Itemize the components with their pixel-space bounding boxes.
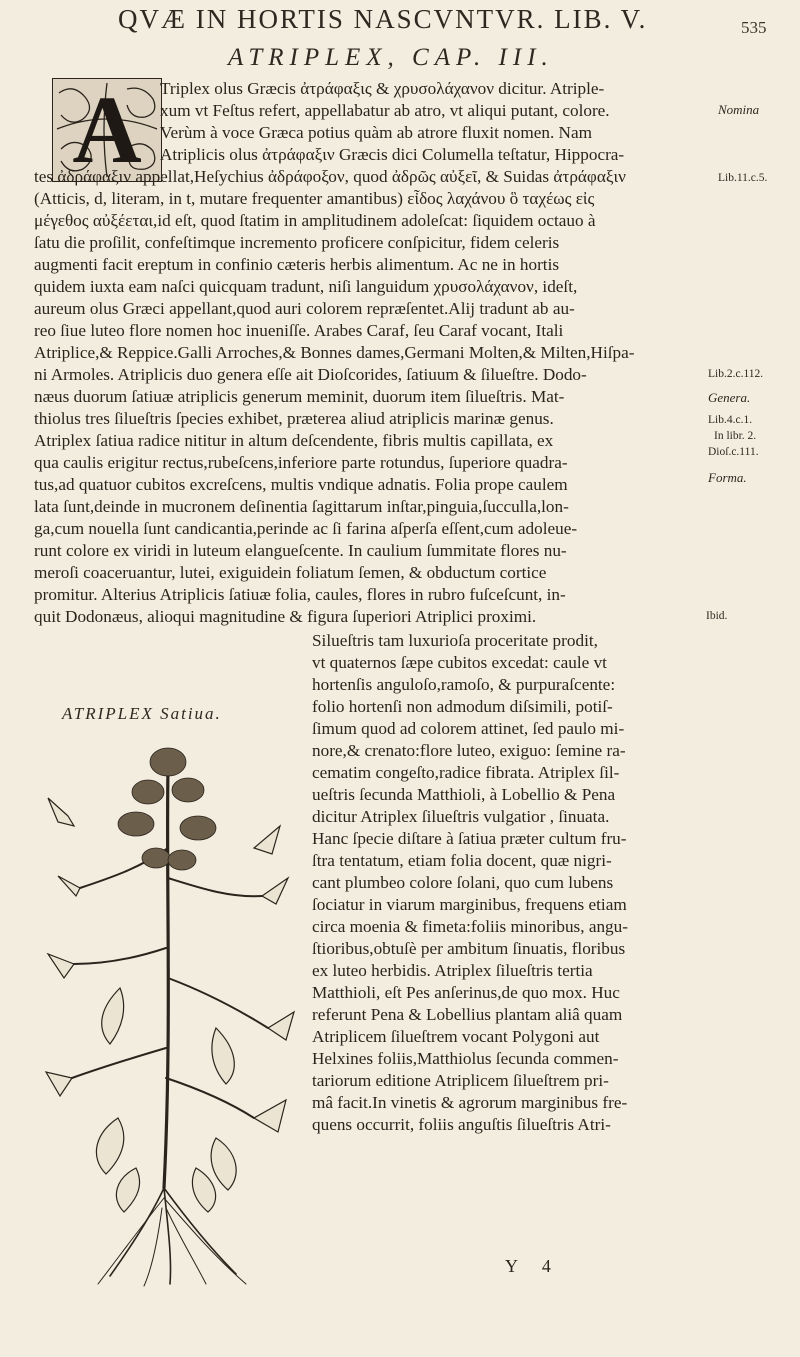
text-line: cematim congeſto,radice fibrata. Atriplex ſil- (312, 763, 620, 782)
text-line: nore,& crenato:flore luteo, exiguo: ſemine ra- (312, 741, 626, 760)
text-line: folio hortenſi non admodum diſsimili, potiſ- (312, 697, 613, 716)
text-line: Triplex olus Græcis ἀτράφαξις & χρυσολάχανον dicitur. Atriple- (160, 79, 605, 98)
text-line: Helxines foliis,Matthiolus ſecunda commen- (312, 1049, 619, 1068)
text-line: xum vt Feſtus refert, appellabatur ab atro, vt aliqui putant, colore. (160, 101, 610, 120)
marginal-note: Genera. (708, 390, 751, 405)
text-line: ſtra tentatum, etiam folia docent, quæ nigri- (312, 851, 612, 870)
marginal-note: Dioſ.c.111. (708, 446, 759, 458)
atriplex-woodcut-illustration (40, 728, 302, 1288)
text-line: meroſi coaceruantur, lutei, exiguidein foliatum ſemen, & obductum cortice (34, 563, 547, 582)
text-line: næus duorum ſatiuæ atriplicis generum meminit, duorum item ſilueſtris. Mat- (34, 387, 565, 406)
text-line: qua caulis erigitur rectus,rubeſcens,inferiore parte rotundus, ſuperiore quadra- (34, 453, 568, 472)
text-line: mâ facit.In vinetis & agrorum marginibus fre- (312, 1093, 628, 1112)
chapter-title: ATRIPLEX, CAP. III. (228, 44, 554, 71)
text-line: promitur. Alterius Atriplicis ſatiuæ folia, caules, flores in rubro fuſceſcunt, in- (34, 585, 566, 604)
text-line: ſociatur in viarum marginibus, frequens etiam (312, 895, 627, 914)
text-line: ſimum quod ad colorem attinet, ſed paulo mi- (312, 719, 625, 738)
text-line: thiolus tres ſilueſtris ſpecies exhibet, præterea aliud atriplicis marinæ genus. (34, 409, 554, 428)
text-line: referunt Pena & Lobellius plantam aliâ quam (312, 1005, 623, 1024)
text-line: ſatu die proſilit, confeſtimque incremento proficere conſpicitur, fidem celeris (34, 233, 560, 252)
text-line: Atriplicis olus ἀτράφαξιν Græcis dici Columella teſtatur, Hippocra- (160, 145, 625, 164)
marginal-note: Lib.4.c.1. (708, 414, 753, 426)
text-line: ga,cum nouella ſunt candicantia,perinde ac ſi farina aſperſa eſſent,cum adoleue- (34, 519, 578, 538)
text-line: tariorum editione Atriplicem ſilueſtrem pri- (312, 1071, 609, 1090)
text-line: cant plumbeo colore ſolani, quo cum lubens (312, 873, 614, 892)
marginal-note: Lib.2.c.112. (708, 368, 764, 380)
text-line: tus,ad quatuor cubitos excreſcens, multis vndique adnatis. Folia prope caulem (34, 475, 568, 494)
text-line: Verùm à voce Græca potius quàm ab atrore fluxit nomen. Nam (160, 123, 592, 142)
text-line: circa moenia & fimeta:foliis minoribus, angu- (312, 917, 628, 936)
text-line: quit Dodonæus, alioqui magnitudine & figura ſuperiori Atriplici proximi. (34, 607, 537, 626)
text-line: Atriplex ſatiua radice nititur in altum deſcendente, fibris multis capillata, ex (34, 431, 554, 450)
text-line: μέγεθος αὐξέεται,id eſt, quod ſtatim in amplitudinem adoleſcat: ſiquidem octauo à (34, 211, 596, 230)
marginal-note: In libr. 2. (714, 430, 757, 442)
text-line: augmenti facit ereptum in confinio cæteris herbis alimentum. Ac ne in hortis (34, 255, 560, 274)
text-line: Atriplicem ſilueſtrem vocant Polygoni aut (312, 1027, 600, 1046)
text-line: hortenſis anguloſo,ramoſo, & purpuraſcente: (312, 675, 616, 694)
running-head: QVÆ IN HORTIS NASCVNTVR. LIB. V. (118, 4, 648, 34)
text-line: dicitur Atriplex ſilueſtris vulgatior , ſinuata. (312, 807, 610, 826)
text-line: quidem iuxta eam naſci quicquam tradunt, niſi languidum χρυσολάχανον, ideſt, (34, 277, 578, 296)
text-line: aureum olus Græci appellant,quod auri colorem repræſentet.Alij tradunt ab au- (34, 299, 575, 318)
page-number: 535 (741, 18, 767, 37)
text-line: vt quaternos ſæpe cubitos excedat: caule vt (312, 653, 607, 672)
text-line: (Atticis, d, literam, in t, mutare frequenter amantibus) εἶδος λαχάνου ὃ ταχέως εἰς (34, 189, 595, 208)
text-line: quens occurrit, foliis anguſtis ſilueſtris Atri- (312, 1115, 611, 1134)
text-line: ni Armoles. Atriplicis duo genera eſſe ait Dioſcorides, ſatiuum & ſilueſtre. Dodo- (34, 365, 587, 384)
text-line: Matthioli, eſt Pes anſerinus,de quo mox. Huc (312, 983, 620, 1002)
marginal-note: Forma. (708, 470, 747, 485)
marginal-note: Ibid. (706, 610, 728, 622)
figure-caption: ATRIPLEX Satiua. (62, 704, 222, 723)
signature-mark: Y 4 (505, 1256, 561, 1276)
text-line: ſtioribus,obtuſè per ambitum ſinuatis, floribus (312, 939, 626, 958)
text-line: ex luteo herbidis. Atriplex ſilueſtris tertia (312, 961, 593, 980)
marginal-note: Lib.11.c.5. (718, 172, 768, 184)
text-line: reo ſiue luteo flore nomen hoc inueniſſe. Arabes Caraf, ſeu Caraf vocant, Itali (34, 321, 564, 340)
text-line: tes ἀδράφαξιν appellat,Heſychius ἀδράφοξον, quod ἀδρῶς αὐξεῖ, & Suidas ἀτράφαξιν (34, 167, 626, 186)
text-line: Atriplice,& Reppice.Galli Arroches,& Bonnes dames,Germani Molten,& Milten,Hiſpa- (34, 343, 635, 362)
initial-letter: A (72, 76, 142, 183)
text-line: ueſtris ſecunda Matthioli, à Lobellio & Pena (312, 785, 616, 804)
text-line: Hanc ſpecie diſtare à ſatiua præter cultum fru- (312, 829, 627, 848)
text-line: runt colore ex viridi in luteum elangueſcente. In caulium ſummitate flores nu- (34, 541, 567, 560)
text-line: lata ſunt,deinde in mucronem deſinentia ſagittarum inſtar,pinguia,ſucculla,lon- (34, 497, 569, 516)
text-line: Silueſtris tam luxurioſa proceritate prodit, (312, 631, 598, 650)
marginal-note: Nomina (718, 102, 760, 117)
